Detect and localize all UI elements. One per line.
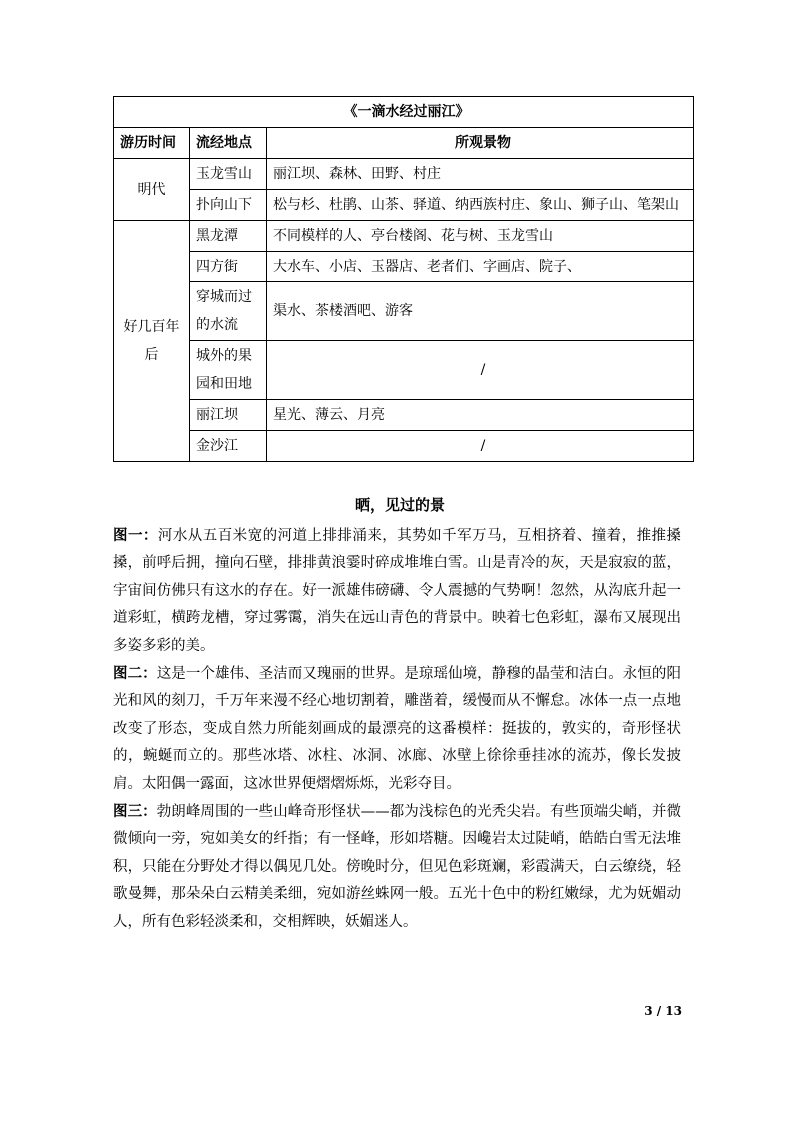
location-cell: 金沙江 — [190, 431, 267, 462]
location-line2: 的水流 — [196, 317, 238, 333]
paragraph-1 — [113, 522, 681, 660]
location-line1: 城外的果 — [196, 348, 252, 364]
paragraph-lead: 图二： — [113, 665, 157, 683]
era-later-line1: 好几百年 — [123, 319, 180, 335]
scenery-cell-empty: / — [267, 341, 694, 400]
paragraph-text: 勃朗峰周围的一些山峰奇形怪状——都为浅棕色的光秃尖岩。有些顶端尖峭，并微微倾向一旁，宛如美女的纤指；有一怪峰，形如塔糖。因巉岩太过陡峭，皓皓白雪无法堆积，只能在分野处才得以偶见几处。傍晚时分，但见色彩斑斓，彩霞满天，白云缭绕，轻歌曼舞，那朵朵白云精美柔细，宛如游丝蛛网一般。五光十色中的粉红嫩绿，尤为妩媚动人，所有色彩轻淡柔和，交相辉映，妖媚迷人。 — [113, 804, 681, 930]
era-ming: 明代 — [114, 159, 190, 221]
scenery-cell: 松与杉、杜鹃、山茶、驿道、纳西族村庄、象山、狮子山、笔架山 — [267, 190, 694, 221]
location-cell: 玉龙雪山 — [190, 159, 267, 190]
paragraph-lead: 图三： — [113, 803, 157, 821]
header-time: 游历时间 — [114, 128, 190, 159]
scenery-cell: 丽江坝、森林、田野、村庄 — [267, 159, 694, 190]
section-title: 晒，见过的景 — [354, 496, 445, 514]
paragraph-2 — [113, 660, 681, 798]
header-scenery: 所观景物 — [267, 128, 694, 159]
location-cell — [190, 282, 267, 341]
scenery-table — [113, 96, 694, 462]
era-later — [114, 221, 190, 462]
paragraph-lead: 图一： — [113, 527, 158, 544]
paragraph-text: 河水从五百米宽的河道上排排涌来，其势如千军万马，互相挤着、撞着，推推搡搡，前呼后拥，撞向石壁，排排黄浪霎时碎成堆堆白雪。山是青冷的灰，天是寂寂的蓝，宇宙间仿佛只有这水的存在。好一派雄伟磅礴、令人震撼的气势啊！忽然，从沟底升起一道彩虹，横跨龙槽，穿过雾霭，消失在远山青色的背景中。映着七色彩虹，瀑布又展现出多姿多彩的美。 — [113, 528, 682, 654]
location-cell: 扑向山下 — [190, 190, 267, 221]
location-line2: 园和田地 — [196, 376, 252, 392]
scenery-cell: 大水车、小店、玉器店、老者们、字画店、院子、 — [267, 252, 694, 282]
paragraph-3 — [113, 798, 681, 936]
location-cell — [190, 341, 267, 400]
location-cell: 丽江坝 — [190, 400, 267, 431]
location-cell: 黑龙潭 — [190, 221, 267, 252]
scenery-cell: 不同模样的人、亭台楼阁、花与树、玉龙雪山 — [267, 221, 694, 252]
page-number: 3 / 13 — [644, 1004, 682, 1018]
era-later-line2: 后 — [144, 347, 159, 363]
scenery-cell: 星光、薄云、月亮 — [267, 400, 694, 431]
paragraph-text: 这是一个雄伟、圣洁而又瑰丽的世界。是琼瑶仙境，静穆的晶莹和洁白。永恒的阳光和风的刻刀，千万年来漫不经心地切割着，雕凿着，缓慢而从不懈怠。冰体一点一点地改变了形态，变成自然力所能刻画成的最漂亮的这番模样：挺拔的，敦实的，奇形怪状的，蜿蜒而立的。那些冰塔、冰柱、冰洞、冰廊、冰壁上徐徐垂挂冰的流苏，像长发披肩。太阳偶一露面，这冰世界便熠熠烁烁，光彩夺目。 — [113, 666, 682, 792]
location-cell: 四方街 — [190, 252, 267, 282]
scenery-cell: 渠水、茶楼酒吧、游客 — [267, 282, 694, 341]
body-text — [113, 522, 681, 936]
header-location: 流经地点 — [190, 128, 267, 159]
table-caption: 《一滴水经过丽江》 — [114, 97, 694, 128]
location-line1: 穿城而过 — [196, 289, 252, 305]
scenery-cell-empty: / — [267, 431, 694, 462]
